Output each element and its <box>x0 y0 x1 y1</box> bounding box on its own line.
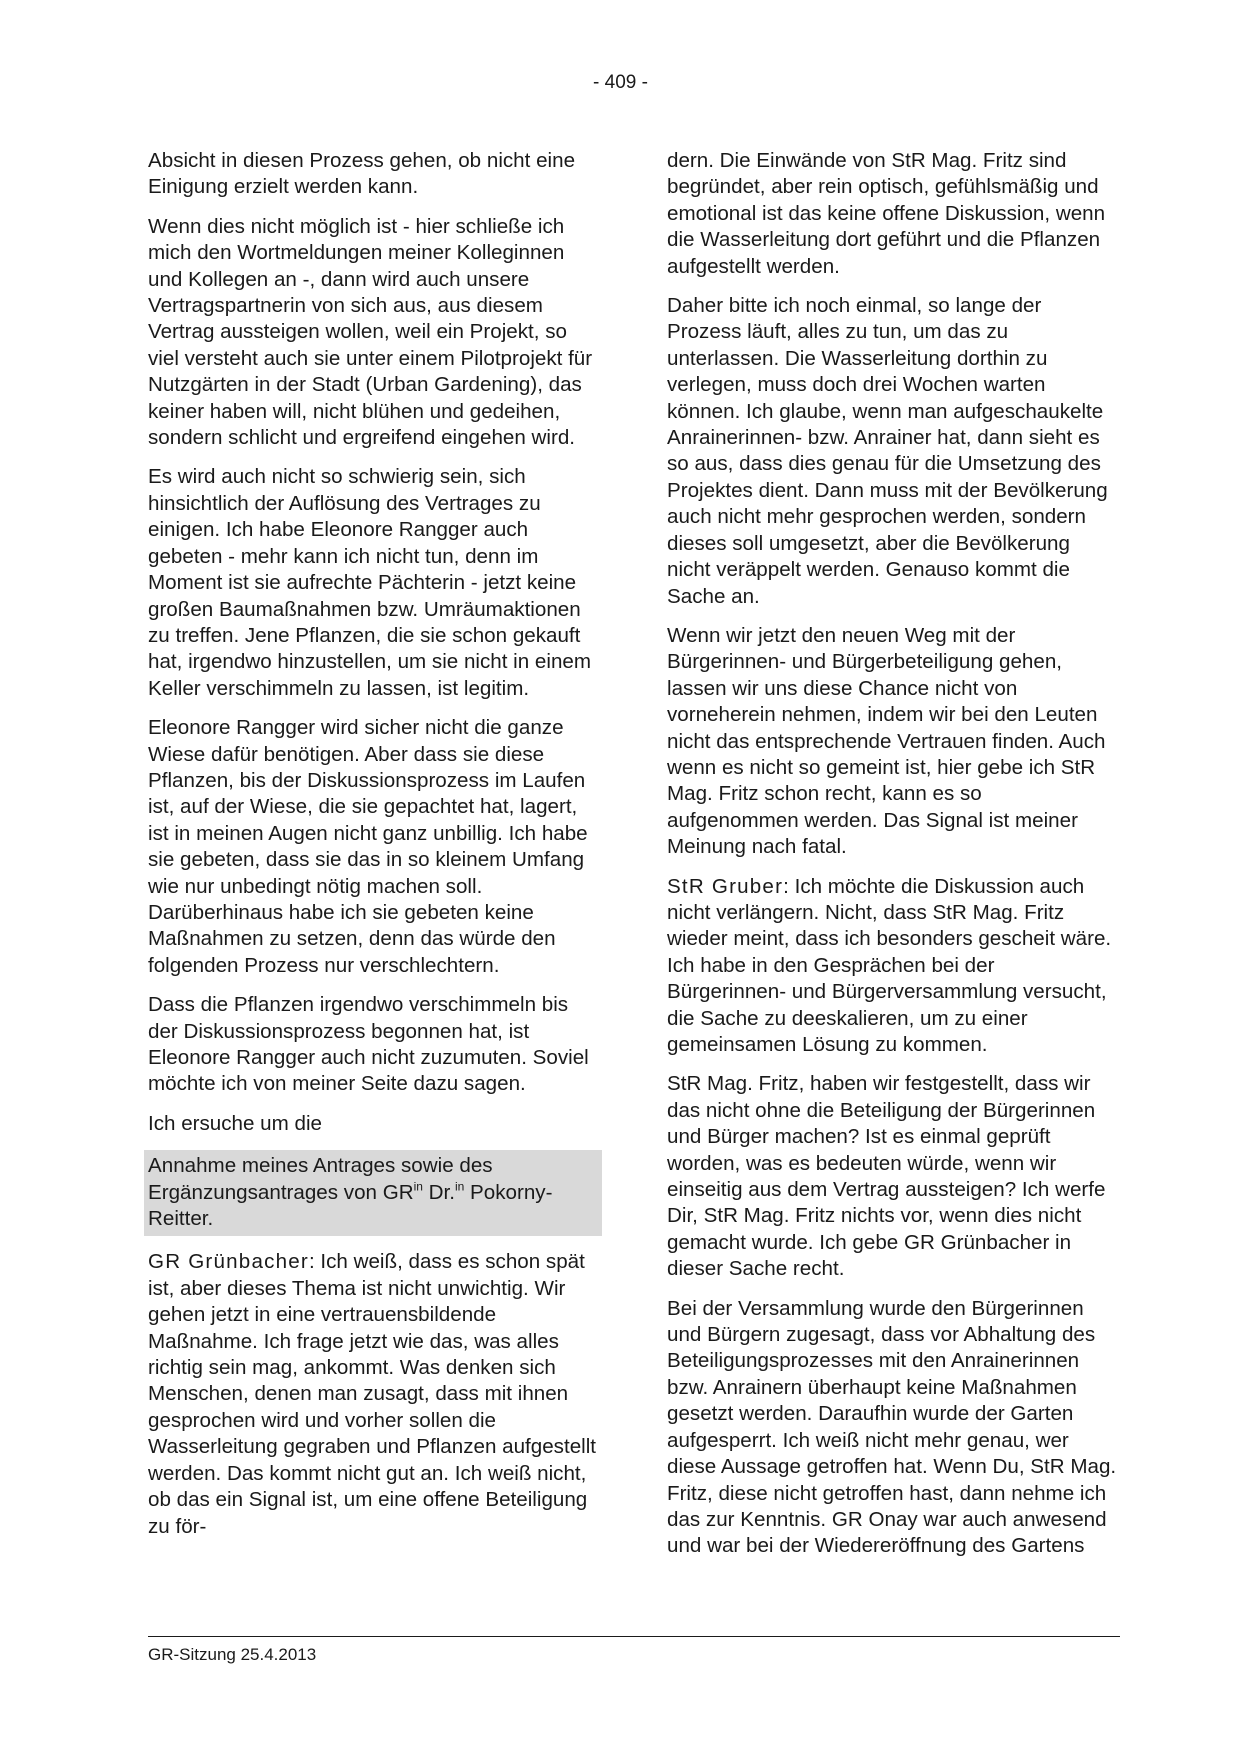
speaker-name: GR Grünbacher <box>148 1250 309 1274</box>
paragraph: Bei der Versammlung wurde den Bürgerinnen und Bürgern zugesagt, dass vor Abhaltung des Beteiligungsprozesses mit den Anrainerinnen bzw. Anrainern überhaupt keine Maßnahmen gesetzt werden. Daraufhin wurde der Garten aufgesperrt. Ich weiß nicht mehr genau, wer diese Aussage getroffen hat. Wenn Du, StR Mag. Fritz, diese nicht getroffen hast, dann nehme ich das zur Kenntnis. GR Onay war auch anwesend und war bei der Wiedereröffnung des Gartens <box>667 1296 1117 1558</box>
paragraph: Wenn wir jetzt den neuen Weg mit der Bürgerinnen- und Bürgerbeteiligung gehen, lassen wir uns diese Chance nicht von vorneherein nehmen, indem wir bei den Leuten nicht das entsprechende Vertrauen finden. Auch wenn es nicht so gemeint ist, hier gebe ich StR Mag. Fritz schon recht, kann es so aufgenommen werden. Das Signal ist meiner Meinung nach fatal. <box>667 623 1106 859</box>
paragraph: Dass die Pflanzen irgendwo verschimmeln bis der Diskussionsprozess begonnen hat, ist Eleonore Rangger auch nicht zuzumuten. Soviel möchte ich von meiner Seite dazu sagen. <box>148 993 589 1096</box>
paragraph: StR Mag. Fritz, haben wir festgestellt, dass wir das nicht ohne die Beteiligung der Bürgerinnen und Bürger machen? Ist es einmal geprüft worden, was es bedeuten würde, wenn wir einseitig aus dem Vertrag aussteigen? Ich werfe Dir, StR Mag. Fritz nichts vor, wenn dies nicht gemacht wurde. Ich gebe GR Grünbacher in dieser Sache recht. <box>667 1072 1106 1281</box>
speech-paragraph <box>667 874 1117 1059</box>
paragraph: Absicht in diesen Prozess gehen, ob nicht eine Einigung erzielt werden kann. <box>148 149 576 199</box>
paragraph: Ich ersuche um die <box>148 1111 322 1135</box>
motion-highlight <box>144 1150 602 1236</box>
superscript: in <box>454 1179 465 1194</box>
left-column <box>148 148 598 1553</box>
paragraph: Daher bitte ich noch einmal, so lange der Prozess läuft, alles zu tun, um das zu unterlassen. Die Wasserleitung dorthin zu verlegen, muss doch drei Wochen warten können. Ich glaube, wenn man aufgeschaukelte Anrainerinnen- bzw. Anrainer hat, dann sieht es so aus, dass dies genau für die Umsetzung des Projektes dient. Dann muss mit der Bevölkerung auch nicht mehr gesprochen werden, sondern dieses soll umgesetzt, aber die Bevölkerung nicht veräppelt werden. Genauso kommt die Sache an. <box>667 294 1108 608</box>
motion-text: Pokorny-Reitter. <box>148 1180 553 1231</box>
speech-paragraph <box>148 1249 598 1539</box>
paragraph: Wenn dies nicht möglich ist - hier schließe ich mich den Wortmeldungen meiner Kolleginnen und Kollegen an -, dann wird auch unsere Vertragspartnerin von sich aus, aus diesem Vertrag aussteigen wollen, weil ein Projekt, so viel versteht auch sie unter einem Pilotprojekt für Nutzgärten in der Stadt (Urban Gardening), das keiner haben will, nicht blühen und gedeihen, sondern schlicht und ergreifend eingehen wird. <box>148 214 593 450</box>
right-column <box>667 148 1117 1573</box>
footer-session-date: GR-Sitzung 25.4.2013 <box>148 1645 317 1664</box>
paragraph: Es wird auch nicht so schwierig sein, sich hinsichtlich der Auflösung des Vertrages zu einigen. Ich habe Eleonore Rangger auch gebeten - mehr kann ich nicht tun, denn im Moment ist sie aufrechte Pächterin - jetzt keine großen Baumaßnahmen bzw. Umräumaktionen zu treffen. Jene Pflanzen, die sie schon gekauft hat, irgendwo hinzustellen, um sie nicht in einem Keller verschimmeln zu lassen, ist legitim. <box>148 465 592 700</box>
paragraph: dern. Die Einwände von StR Mag. Fritz sind begründet, aber rein optisch, gefühlsmäßig und emotional ist das keine offene Diskussion, wenn die Wasserleitung dort geführt und die Pflanzen aufgestellt werden. <box>667 149 1106 278</box>
motion-text: Annahme meines Antrages sowie des Ergänzungsantrages von GR <box>148 1154 493 1204</box>
page-number: - 409 - <box>593 72 648 93</box>
paragraph: Eleonore Rangger wird sicher nicht die ganze Wiese dafür benötigen. Aber dass sie diese Pflanzen, bis der Diskussionsprozess im Laufen ist, auf der Wiese, die sie gepachtet hat, lagert, ist in meinen Augen nicht ganz unbillig. Ich habe sie gebeten, dass sie das in so kleinem Umfang wie nur unbedingt nötig machen soll. Darüberhinaus habe ich sie gebeten keine Maßnahmen zu setzen, denn das würde den folgenden Prozess nur verschlechtern. <box>148 716 588 977</box>
speaker-name: StR Gruber <box>667 874 784 898</box>
speech-text: : Ich weiß, dass es schon spät ist, aber dieses Thema ist nicht unwichtig. Wir gehen jetzt in eine vertrauensbildende Maßnahme. Ich frage jetzt wie das, was alles richtig sein mag, ankommt. Was denken sich Menschen, denen man zusagt, dass mit ihnen gesprochen wird und vorher sollen die Wasserleitung gegraben und Pflanzen aufgestellt werden. Das kommt nicht gut an. Ich weiß nicht, ob das ein Signal ist, um eine offene Beteiligung zu för- <box>148 1250 597 1538</box>
speech-text: : Ich möchte die Diskussion auch nicht verlängern. Nicht, dass StR Mag. Fritz wieder meint, dass ich besonders gescheit wäre. Ich habe in den Gesprächen bei der Bürgerinnen- und Bürgerversammlung versucht, die Sache zu deeskalieren, um zu einer gemeinsamen Lösung zu kommen. <box>667 874 1112 1056</box>
superscript: in <box>413 1179 423 1194</box>
footer-divider <box>148 1636 1120 1637</box>
motion-text: Dr. <box>422 1180 455 1204</box>
